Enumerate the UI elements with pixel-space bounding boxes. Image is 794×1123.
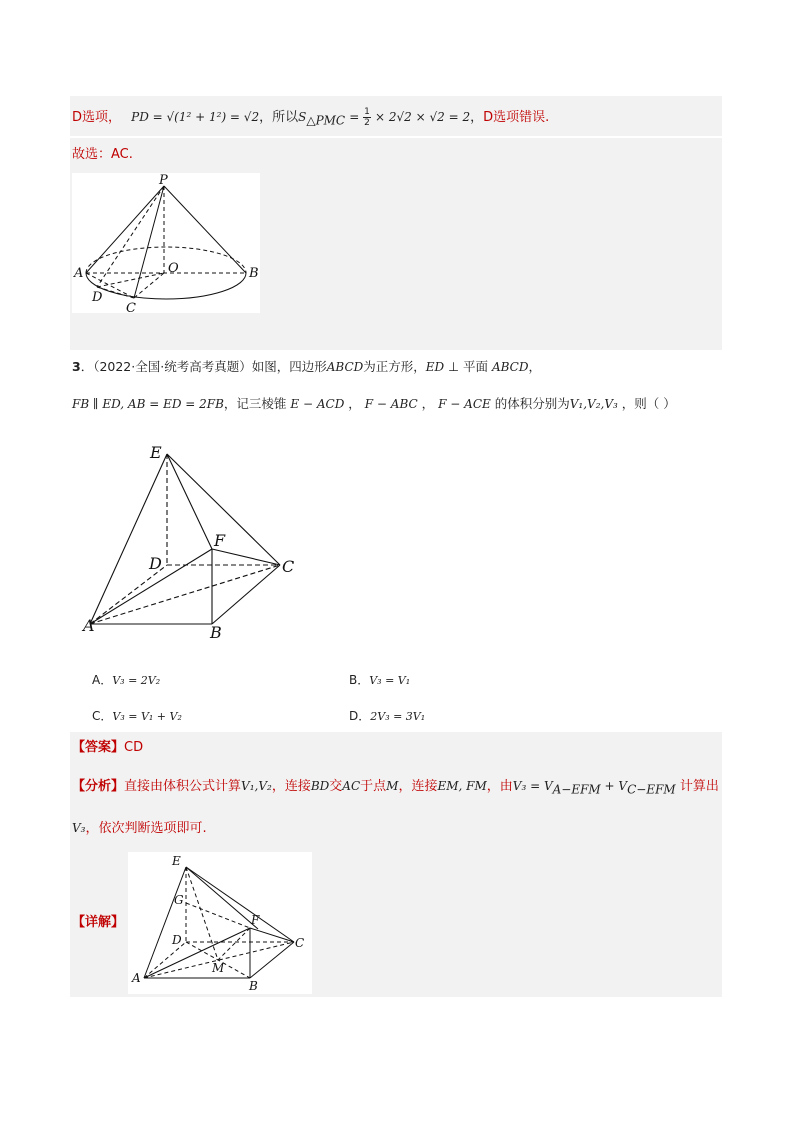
label-f: F [214, 531, 226, 550]
prev-answer-label: 故选： [72, 147, 112, 162]
label-e: E [150, 443, 162, 462]
label-c: C [126, 301, 136, 313]
cone-base-back [86, 247, 246, 273]
detail-line [72, 913, 124, 933]
area-equals: = [349, 110, 364, 124]
analysis-t5: ，连接 [398, 779, 438, 794]
d-edge-gf [186, 903, 250, 928]
analysis-line1 [72, 776, 719, 800]
analysis-m7-sub: C−EFM [627, 782, 676, 797]
analysis-t6: ，由 [486, 779, 513, 794]
q3-ed: ED [425, 360, 445, 374]
analysis-label: 【分析】 [72, 779, 125, 794]
area-subscript: △PMC [306, 113, 346, 128]
edge-ad [90, 565, 167, 624]
label-b: B [249, 266, 259, 281]
question3-line2 [72, 394, 676, 414]
d-label-b: B [249, 979, 258, 993]
d-label-c: C [295, 936, 305, 950]
d-label-d: D [172, 933, 182, 947]
label-p: P [159, 173, 168, 188]
q3-abcd: ABCD [326, 360, 364, 374]
label-o: O [168, 261, 179, 276]
label-a: A [83, 616, 95, 635]
analysis-m6: V₃ = V [512, 779, 553, 793]
prev-answer-line [72, 145, 133, 165]
d-label-g: G [174, 893, 184, 907]
edge-fc [212, 549, 280, 565]
option-a[interactable] [92, 671, 160, 690]
d-edge-fm [218, 928, 250, 960]
analysis-t3: 交 [329, 779, 343, 794]
question-source: ．（2022·全国·统考高考真题） [80, 359, 252, 374]
pyramid-figure [80, 438, 310, 648]
cone-base-front [86, 273, 246, 299]
label-d: D [92, 290, 103, 305]
analysis-line2-m: V₃ [72, 821, 86, 835]
edge-bc [212, 565, 280, 624]
analysis-t4: 于点 [360, 779, 387, 794]
q3-abcd2: ABCD [491, 360, 529, 374]
q3-comma: ， [528, 359, 541, 374]
q3-line2-text2: 的体积分别为 [490, 396, 570, 411]
analysis-m7: + V [600, 779, 628, 793]
d-label-f: F [251, 913, 260, 927]
segment-do [97, 273, 164, 287]
half-denominator: 2 [364, 118, 370, 128]
half-fraction [363, 107, 371, 128]
q3-line2-text1: ，记三棱锥 [223, 396, 291, 411]
analysis-t7: 计算出 [675, 779, 719, 794]
edge-ef [167, 454, 212, 549]
analysis-m1: V₁,V₂ [241, 779, 272, 793]
detail-figure [128, 852, 312, 994]
conclusion-text: 选项错误. [493, 110, 550, 125]
pyramid-diagram [80, 438, 310, 648]
conclusion-d: D [483, 110, 494, 125]
d-edge-ef [186, 867, 258, 929]
option-d[interactable] [349, 707, 425, 726]
option-d-label: D． [349, 709, 371, 723]
q3-text2: 为正方形， [363, 359, 426, 374]
question3-line1 [72, 357, 541, 377]
pd-expression: PD = √(1² + 1²) = √2 [131, 110, 260, 124]
analysis-line2 [72, 818, 207, 839]
answer-value: CD [124, 740, 144, 755]
q3-sep1: ， [344, 396, 365, 411]
label-d: D [149, 554, 162, 573]
q3-perp: ⊥ 平面 [444, 359, 492, 374]
detail-label: 【详解】 [72, 915, 125, 930]
option-d-label: D选项， [72, 110, 122, 125]
half-numerator: 1 [364, 107, 370, 117]
analysis-line2-t: ，依次判断选项即可. [85, 821, 207, 836]
edge-pb [164, 186, 246, 273]
area-prefix: S [298, 110, 307, 124]
d-edge-ec [186, 867, 294, 942]
d-label-e: E [172, 854, 181, 868]
area-tail: × 2√2 × √2 = 2 [375, 110, 471, 124]
option-d-expr: 2V₃ = 3V₁ [370, 710, 426, 723]
q3-volumes: V₁,V₂,V₃ [569, 397, 618, 411]
d-label-a: A [132, 971, 141, 985]
segment-co [134, 273, 164, 298]
option-c-label: C． [92, 709, 113, 723]
option-c-expr: V₃ = V₁ + V₂ [112, 710, 182, 723]
analysis-m3: AC [342, 779, 361, 793]
label-c: C [282, 557, 295, 576]
analysis-m2: BD [310, 779, 330, 793]
tail-separator: ， [470, 110, 484, 125]
analysis-t1: 直接由体积公式计算 [124, 779, 242, 794]
option-c[interactable] [92, 707, 182, 726]
option-b[interactable] [349, 671, 410, 690]
answer-label: 【答案】 [72, 740, 125, 755]
edge-ea [90, 454, 167, 624]
label-a: A [74, 266, 84, 281]
option-d-line [72, 107, 549, 131]
option-a-label: A． [92, 673, 113, 687]
cone-figure [72, 173, 260, 313]
d-edge-bc [250, 942, 294, 978]
q3-line2-text3: ，则（ ） [617, 396, 676, 411]
option-b-expr: V₃ = V₁ [369, 674, 411, 687]
option-b-label: B． [349, 673, 370, 687]
analysis-m6-sub: A−EFM [552, 782, 601, 797]
analysis-t2: ，连接 [271, 779, 311, 794]
cone-diagram [72, 173, 260, 313]
q3-text1: 如图，四边形 [251, 359, 327, 374]
label-b: B [210, 623, 222, 642]
q3-f-ace: F − ACE [438, 397, 491, 411]
q3-condition: FB ∥ ED, AB = ED = 2FB [72, 397, 224, 411]
q3-sep2: ， [417, 396, 439, 411]
detail-diagram [128, 852, 312, 994]
question-number: 3 [72, 359, 81, 374]
edge-ac [90, 565, 280, 624]
q3-f-abc: F − ABC [364, 397, 418, 411]
connector-text: ，所以 [259, 110, 299, 125]
edge-pd [97, 186, 164, 287]
analysis-m5: EM, FM [437, 779, 487, 793]
answer-line [72, 738, 143, 758]
analysis-m4: M [386, 779, 399, 793]
q3-e-acd: E − ACD [290, 397, 345, 411]
d-edge-fc [250, 928, 294, 942]
prev-answer-value: AC. [111, 147, 133, 162]
d-label-m: M [212, 961, 225, 975]
option-a-expr: V₃ = 2V₂ [112, 674, 161, 687]
